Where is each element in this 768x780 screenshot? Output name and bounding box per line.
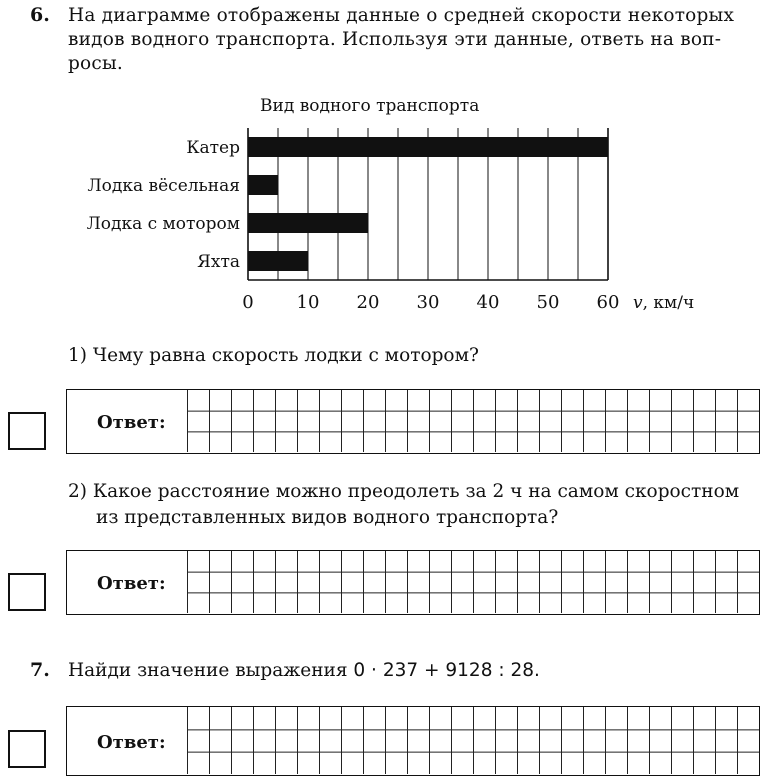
task-7-check-box — [8, 730, 46, 768]
x-axis-unit: , км/ч — [642, 293, 695, 313]
question-1-text: 1) Чему равна скорость лодки с мотором? — [68, 345, 479, 366]
tick-label: 20 — [356, 292, 380, 313]
bar-3 — [248, 251, 308, 271]
question-1-check-box — [8, 412, 46, 450]
category-label: Лодка вёсельная — [87, 176, 240, 196]
task-6-text-line-3: росы. — [68, 53, 123, 74]
bar-1 — [248, 175, 278, 195]
category-label: Катер — [186, 138, 240, 158]
question-2-answer-box[interactable] — [66, 550, 760, 615]
task-7-expression: 0 · 237 + 9128 : 28. — [353, 660, 540, 681]
x-axis-variable: v — [633, 293, 643, 313]
chart-title: Вид водного транспорта — [260, 96, 480, 116]
question-2-text-line-2: из представленных видов водного транспорта? — [96, 507, 559, 528]
question-1-answer-grid[interactable] — [187, 390, 759, 453]
question-2-answer-grid[interactable] — [187, 551, 759, 614]
tick-label: 40 — [476, 292, 500, 313]
tick-label: 50 — [536, 292, 560, 313]
task-7-answer-box[interactable] — [66, 706, 760, 776]
question-1-answer-box[interactable] — [66, 389, 760, 454]
task-6-number: 6. — [30, 4, 50, 26]
chart-tick-labels — [242, 292, 619, 313]
question-1-answer-label: Ответ: — [97, 412, 166, 433]
answer-grid-lines — [187, 551, 759, 613]
speed-bar-chart — [0, 0, 768, 330]
task-7-answer-label: Ответ: — [97, 732, 166, 753]
answer-grid-lines — [187, 707, 759, 774]
task-6-text-line-2: видов водного транспорта. Используя эти данные, ответь на воп- — [68, 29, 722, 50]
bar-2 — [248, 213, 368, 233]
question-2-answer-label: Ответ: — [97, 573, 166, 594]
question-2-check-box — [8, 573, 46, 611]
task-7-answer-grid[interactable] — [187, 707, 759, 775]
chart-x-axis-label — [633, 293, 694, 313]
task-7-text — [68, 658, 540, 684]
category-label: Лодка с мотором — [86, 214, 240, 234]
question-2-text-line-1: 2) Какое расстояние можно преодолеть за 2 ч на самом скоростном — [68, 481, 740, 502]
bar-0 — [248, 137, 608, 157]
tick-label: 60 — [596, 292, 620, 313]
category-label: Яхта — [197, 252, 240, 272]
tick-label: 30 — [416, 292, 440, 313]
task-6-text-line-1: На диаграмме отображены данные о средней скорости некоторых — [68, 5, 735, 26]
tick-label: 0 — [242, 292, 254, 313]
chart-category-labels — [87, 138, 241, 272]
answer-grid-lines — [187, 390, 759, 452]
tick-label: 10 — [296, 292, 320, 313]
task-7-prefix: Найди значение выражения — [68, 660, 354, 681]
task-7-number: 7. — [30, 659, 50, 681]
